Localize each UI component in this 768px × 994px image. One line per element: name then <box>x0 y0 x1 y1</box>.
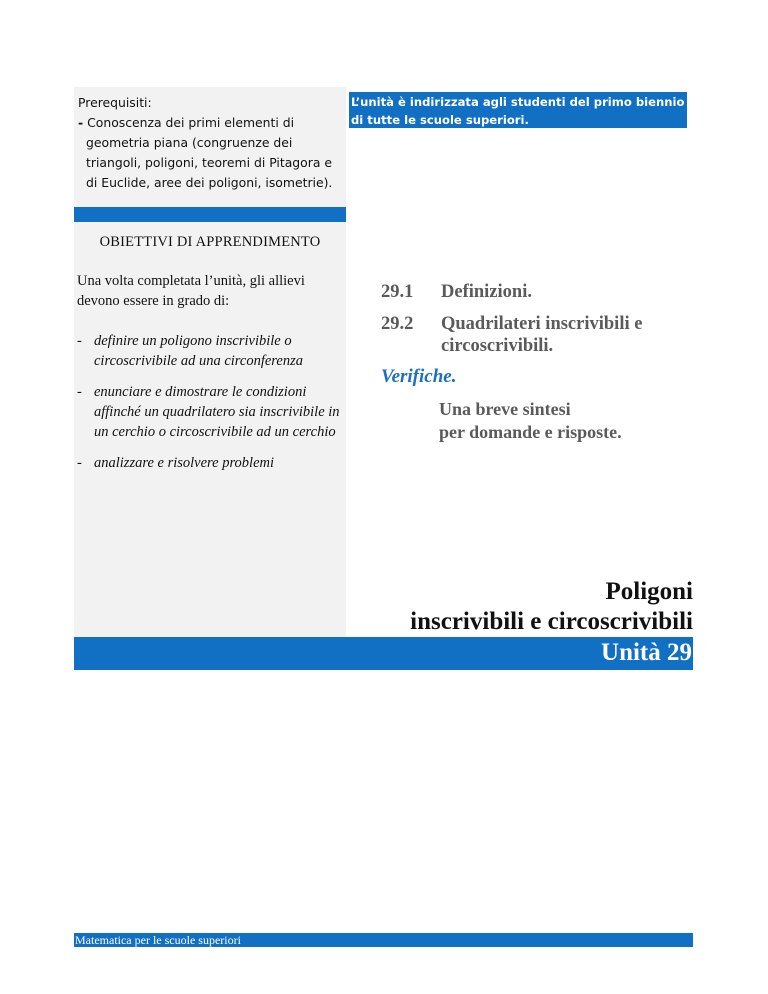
prerequisites-item <box>78 113 342 193</box>
verifiche-link[interactable]: Verifiche. <box>381 366 457 387</box>
table-of-contents <box>381 281 681 367</box>
footer-text: Matematica per le scuole superiori <box>75 933 241 947</box>
toc-entry[interactable] <box>381 313 681 357</box>
toc-title: Quadrilateri inscrivibili e circoscrivibili. <box>441 314 643 356</box>
summary-line-2: per domande e risposte. <box>439 422 622 442</box>
unit-title-line-1: Poligoni <box>605 578 693 605</box>
toc-title: Definizioni. <box>441 282 532 302</box>
objective-item <box>77 331 343 371</box>
audience-banner: L’unità è indirizzata agli studenti del primo biennio di tutte le scuole superiori. <box>349 92 687 128</box>
prerequisites-block <box>78 93 342 193</box>
unit-title-line-2: inscrivibili e circoscrivibili <box>410 608 693 635</box>
toc-number: 29.2 <box>381 314 414 334</box>
objective-text: enunciare e dimostrare le condizioni affinché un quadrilatero sia inscrivibile in un cerchio o circoscrivibile ad un cerchio <box>94 384 340 440</box>
objectives-heading: OBIETTIVI DI APPRENDIMENTO <box>99 234 321 250</box>
prerequisites-title: Prerequisiti: <box>78 95 152 110</box>
objective-bullet: - <box>77 455 82 471</box>
prerequisites-dash: - <box>78 115 84 130</box>
unit-number: Unità 29 <box>601 639 692 666</box>
summary-line-1: Una breve sintesi <box>439 399 571 419</box>
objectives-intro: Una volta completata l’unità, gli allievi devono essere in grado di: <box>77 273 305 309</box>
objective-bullet: - <box>77 384 82 400</box>
objective-bullet: - <box>77 333 82 349</box>
toc-number: 29.1 <box>381 282 414 302</box>
prerequisites-item-text: Conoscenza dei primi elementi di geometria piana (congruenze dei triangoli, poligoni, teoremi di Pitagora e di Euclide, aree dei poligoni, isometrie). <box>86 115 333 190</box>
objective-text: analizzare e risolvere problemi <box>94 455 275 471</box>
sidebar-divider-band <box>74 207 346 222</box>
toc-entry[interactable] <box>381 281 681 303</box>
objective-item <box>77 382 343 442</box>
summary-note <box>439 398 689 444</box>
objective-text: definire un poligono inscrivibile o circoscrivibile ad una circonferenza <box>94 333 303 369</box>
objectives-list <box>77 331 343 484</box>
objective-item <box>77 453 343 473</box>
unit-title <box>410 577 693 637</box>
